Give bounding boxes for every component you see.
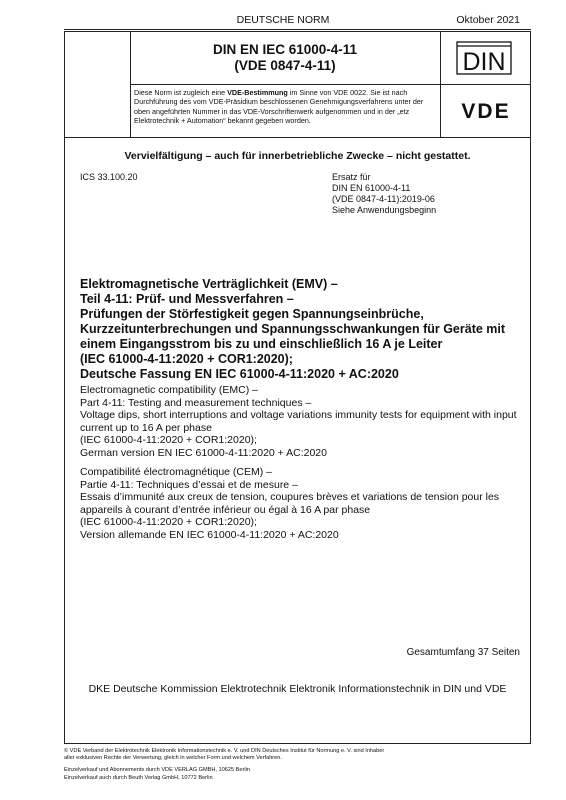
copyright-notice — [64, 748, 534, 762]
vde-logo-text: VDE — [461, 100, 511, 121]
title-line: current up to 16 A per phase — [80, 421, 212, 434]
issue-date: Oktober 2021 — [456, 14, 520, 26]
din-logo — [456, 41, 512, 75]
replacement-info — [332, 172, 436, 216]
sales-line: Einzelverkauf auch durch Beuth Verlag GmbH, 10772 Berlin — [64, 775, 213, 781]
copyright-line: © VDE Verband der Elektrotechnik Elektronik Informationstechnik e. V. und DIN Deutsches Institut für Normung e. V. sind Inhaber — [64, 748, 385, 754]
title-german — [80, 277, 525, 382]
title-line: (IEC 61000-4-11:2020 + COR1:2020); — [80, 434, 257, 447]
title-line: German version EN IEC 61000-4-11:2020 + AC:2020 — [80, 446, 327, 459]
replacement-line: Siehe Anwendungsbeginn — [332, 205, 437, 215]
title-line: Part 4-11: Testing and measurement techniques – — [80, 396, 312, 409]
title-line: appareils à courant d’entrée inférieur ou égal à 16 A par phase — [80, 503, 371, 516]
title-line: Version allemande EN IEC 61000-4-11:2020 + AC:2020 — [80, 528, 339, 541]
title-english — [80, 384, 525, 460]
title-french — [80, 466, 525, 542]
title-line: Electromagnetic compatibility (EMC) – — [80, 384, 258, 396]
total-pages: Gesamtumfang 37 Seiten — [406, 647, 520, 658]
document-number-line: DIN EN IEC 61000-4-11 — [212, 42, 358, 57]
vde-notice-text: Diese Norm ist zugleich eine — [134, 88, 228, 97]
title-line: Voltage dips, short interruptions and voltage variations immunity tests for equipment with input — [80, 409, 517, 422]
sales-info — [64, 766, 534, 782]
title-line: Elektromagnetische Verträglichkeit (EMV) – — [80, 277, 338, 291]
title-line: Partie 4-11: Techniques d’essai et de mesure – — [80, 478, 298, 491]
title-line: Deutsche Fassung EN IEC 61000-4-11:2020 + AC:2020 — [80, 367, 399, 381]
vde-notice-bold: VDE-Bestimmung — [227, 88, 288, 97]
title-line: Prüfungen der Störfestigkeit gegen Spannungseinbrüche, — [80, 307, 424, 321]
vde-logo — [448, 99, 524, 121]
ics-code: ICS 33.100.20 — [80, 172, 138, 182]
frame-divider — [64, 137, 531, 138]
title-line: (IEC 61000-4-11:2020 + COR1:2020); — [80, 516, 257, 529]
title-line: Essais d’immunité aux creux de tension, coupures brèves et variations de tension pour les — [80, 491, 500, 504]
document-number-line: (VDE 0847-4-11) — [234, 58, 336, 73]
replacement-line: DIN EN 61000-4-11 — [332, 183, 411, 193]
sales-line: Einzelverkauf und Abonnements durch VDE VERLAG GMBH, 10625 Berlin — [64, 767, 250, 773]
replacement-line: Ersatz für — [332, 172, 371, 182]
title-line: (IEC 61000-4-11:2020 + COR1:2020); — [80, 352, 293, 366]
standard-type-label: DEUTSCHE NORM — [236, 14, 330, 26]
document-number — [130, 42, 440, 74]
frame-divider — [130, 84, 531, 85]
replacement-line: (VDE 0847-4-11):2019-06 — [332, 194, 435, 204]
header-divider — [64, 29, 531, 30]
vde-notice — [134, 88, 436, 125]
vde-notice-text: im Sinne von VDE 0022. Sie ist nach Durchführung des vom VDE-Präsidium beschlossenen Genehmigungsverfahrens unter der oben angeführten Nummer in das VDE-Vorschriftenwerk aufgenommen und in der „etz Elektrotechnik + Automation“ bekannt gegeben worden. — [134, 88, 424, 125]
reproduction-notice: Vervielfältigung – auch für innerbetriebliche Zwecke – nicht gestattet. — [124, 150, 471, 162]
title-line: einem Eingangsstrom bis zu und einschließlich 16 A je Leiter — [80, 337, 443, 351]
copyright-line: aller exklusiven Rechte der Verwertung, gleich in welcher Form und welchem Verfahren. — [64, 755, 282, 761]
title-line: Teil 4-11: Prüf- und Messverfahren – — [80, 292, 294, 306]
title-line: Compatibilité électromagnétique (CEM) – — [80, 466, 272, 478]
title-line: Kurzzeitunterbrechungen und Spannungsschwankungen für Geräte mit — [80, 322, 506, 336]
din-logo-text: DIN — [462, 48, 506, 75]
dke-commission: DKE Deutsche Kommission Elektrotechnik Elektronik Informationstechnik in DIN und VDE — [88, 683, 507, 695]
